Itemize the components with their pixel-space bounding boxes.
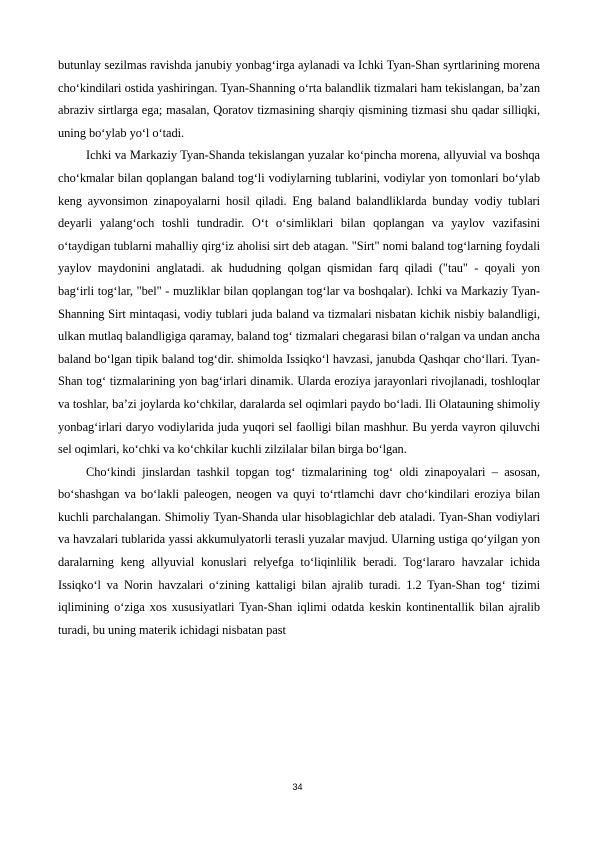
paragraph: Choʻkindi jinslardan tashkil topgan togʻ tizmalarining togʻ oldi zinapoyalari – asosan, boʻshashgan va boʻlakli paleogen, neogen va quyi toʻrtlamchi davr choʻkindilari eroziya bilan kuchli parchalangan. Shimoliy Tyan-Shanda ular hisoblagichlar deb ataladi. Tyan-Shan vodiylari va havzalari tublarida yassi akkumulyatorli terasli yuzalar mavjud. Ularning ustiga qoʻyilgan yon daralarning keng allyuvial konuslari relyefga toʻliqinlilik beradi. Togʻlararo havzalar ichida Issiqkoʻl va Norin havzalari oʻzining kattaligi bilan ajralib turadi. 1.2 Tyan-Shan togʻ tizimi iqlimining oʻziga xos xususiyatlari Tyan-Shan iqlimi odatda keskin kontinentallik bilan ajralib turadi, bu uning materik ichidagi nisbatan past [58,464,540,637]
document-body [58,54,540,641]
paragraph: Ichki va Markaziy Tyan-Shanda tekislangan yuzalar koʻpincha morena, allyuvial va boshqa choʻkmalar bilan qoplangan baland togʻli vodiylarning tublarini, vodiylar yon tomonlari boʻylab keng ayvonsimon zinapoyalarni hosil qiladi. Eng baland balandliklarda bunday vodiy tublari deyarli yalangʻoch toshli tundradir. Oʻt oʻsimliklari bilan qoplangan va yaylov vazifasini oʻtaydigan tublarni mahalliy qirgʻiz aholisi sirt deb atagan. "Sirt" nomi baland togʻlarning foydali yaylov maydonini anglatadi. ak hududning qolgan qismidan farq qiladi ("tau" - qoyali yon bagʻirli togʻlar, "bel" - muzliklar bilan qoplangan togʻlar va boshqalar). Ichki va Markaziy Tyan-Shanning Sirt mintaqasi, vodiy tublari juda baland va tizmalari nisbatan kichik nisbiy balandligi, ulkan mutlaq balandligiga qaramay, baland togʻ tizmalari chegarasi bilan oʻralgan va undan ancha baland boʻlgan tipik baland togʻdir. shimolda Issiqkoʻl havzasi, janubda Qashqar choʻllari. Tyan-Shan togʻ tizmalarining yon bagʻirlari dinamik. Ularda eroziya jarayonlari rivojlanadi, toshloqlar va toshlar, ba’zi joylarda koʻchkilar, daralarda sel oqimlari paydo boʻladi. Ili Olatauning shimoliy yonbagʻirlari daryo vodiylarida juda yuqori sel faolligi bilan mashhur. Bu yerda vayron qiluvchi sel oqimlari, koʻchki va koʻchkilar kuchli zilzilalar bilan birga boʻlgan. [58,148,540,457]
page-number: 34 [292,782,303,792]
paragraph: butunlay sezilmas ravishda janubiy yonbagʻirga aylanadi va Ichki Tyan-Shan syrtlarining morena choʻkindilari ostida yashiringan. Tyan-Shanning oʻrta balandlik tizmalari ham tekislangan, baʼzan abraziv sirtlarga ega; masalan, Qoratov tizmasining sharqiy qismining tizmasi shu qadar silliqki, uning boʻylab yoʻl oʻtadi. [58,58,540,140]
